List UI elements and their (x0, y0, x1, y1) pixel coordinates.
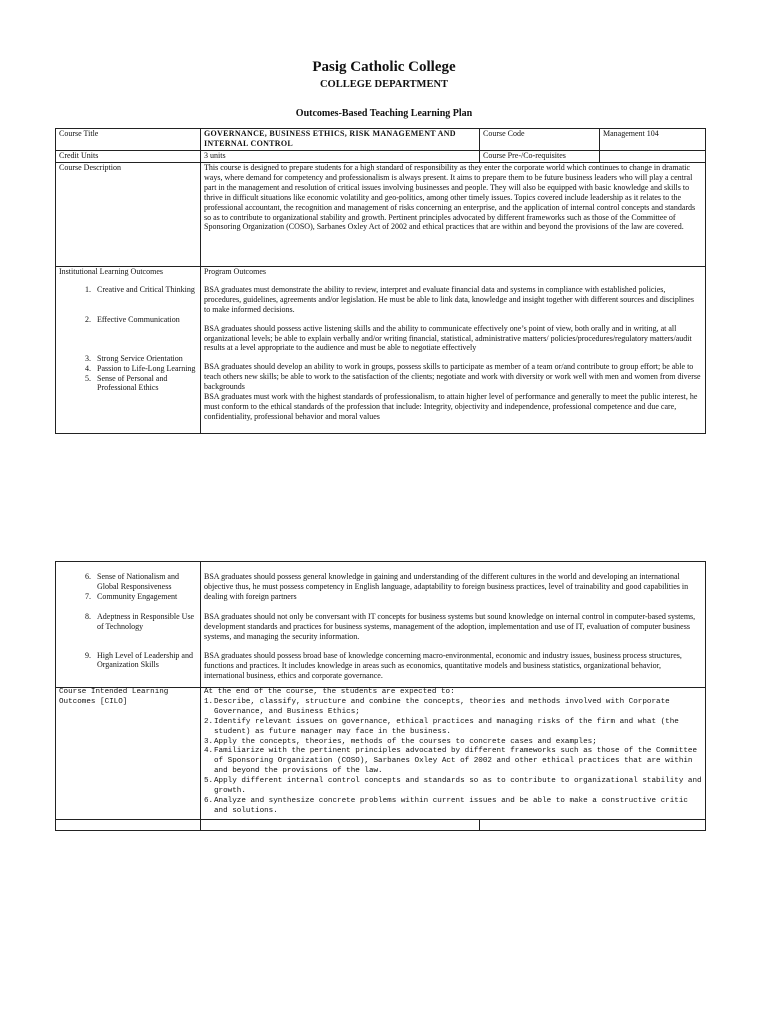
ilo-item: 3. Strong Service Orientation (85, 353, 183, 363)
course-code-label: Course Code (480, 129, 600, 151)
ilo-item: 6. Sense of Nationalism and Global Responsiveness (85, 572, 179, 591)
cilo-item: 4. Familiarize with the pertinent principles advocated by different frameworks such as those of the Committee of Sponsoring Organization (COSO), Sarbanes Oxley Act of 2002 and other ethical practices that are within and beyond the provisions of the law. (204, 747, 698, 776)
course-description-label: Course Description (56, 163, 201, 267)
course-info-table (55, 128, 706, 434)
empty-cell (201, 820, 480, 831)
ilo-item: 5. Sense of Personal and Professional Ethics (85, 373, 168, 393)
table-row (56, 151, 706, 163)
course-code-value: Management 104 (600, 129, 706, 151)
ilo-item: 7. Community Engagement (85, 591, 178, 601)
program-outcome-text: BSA graduates should possess active listening skills and the ability to communicate effectively one’s point of view, both orally and in writing, at all organizational levels; be able to explain verbally and/or writing financial, statistical, administrative matters/ policies/procedures/regulatory matters/audit results at a level appropriate to the audience and must be able to negotiate effectively (204, 323, 692, 353)
empty-cell (56, 820, 201, 831)
school-name: Pasig Catholic College (312, 59, 456, 75)
course-title-label: Course Title (56, 129, 201, 151)
ilo-item: 2. Effective Communication (85, 314, 180, 324)
cilo-item: 1. Describe, classify, structure and combine the concepts, theories and methods involved with Corporate Governance, and Business Ethics; (204, 697, 670, 716)
ilo-column-continued (56, 562, 201, 688)
program-outcomes-header: Program Outcomes (204, 267, 266, 276)
credit-units-value: 3 units (201, 151, 480, 163)
program-outcome-text: BSA graduates should possess general knowledge in gaining and understanding of the different cultures in the world and developing an international objective thus, he must possess competency in English language, adaptability to foreign business practices, level of trainability and good capabilities in dealing with foreign partners (204, 572, 689, 601)
credit-units-label: Credit Units (56, 151, 201, 163)
course-title-value: GOVERNANCE, BUSINESS ETHICS, RISK MANAGEMENT AND INTERNAL CONTROL (201, 129, 480, 151)
program-outcome-text: BSA graduates should possess broad base of knowledge concerning macro-environmental, economic and industry issues, business process structures, functions and practices. It includes knowledge in areas such as economics, quantitative models and business statistics, organizational behavior, international business, ethics and corporate governance. (204, 651, 682, 681)
program-outcome-text: BSA graduates should develop an ability to work in groups, possess skills to participate as member of a team or/and contribute to group effort; be able to teach others new skills; be able to work to the satisfaction of the clients; negotiate and work with diversity or work well with men and women from diverse backgrounds (204, 362, 701, 392)
ilo-column (56, 267, 201, 434)
ilo-item: 4. Passion to Life-Long Learning (85, 363, 196, 373)
ilo-item: 1. Creative and Critical Thinking (85, 284, 195, 294)
plan-title: Outcomes-Based Teaching Learning Plan (295, 108, 473, 119)
department-name: COLLEGE DEPARTMENT (319, 79, 449, 90)
table-row (56, 562, 706, 688)
program-outcomes-column-continued (201, 562, 706, 688)
ilo-item: 9. High Level of Leadership and Organization Skills (85, 650, 193, 670)
cilo-label: Course Intended Learning Outcomes [CILO] (56, 688, 201, 820)
table-row (56, 688, 706, 820)
cilo-item: 5. Apply different internal control concepts and standards so as to contribute to organizational stability and growth. (204, 777, 702, 796)
prerequisites-label: Course Pre-/Co-requisites (480, 151, 600, 163)
cilo-list (201, 688, 706, 820)
course-description-text: This course is designed to prepare students for a high standard of responsibility as they enter the corporate world which continues to change in dramatic ways, where demand for competency and professionalism is always present. It aims to prepare them to be future business leaders who will play a central part in the management and resolution of critical issues involving businesses and people. They will also be equipped with basic knowledge and skills to thrive in difficult situations like economic volatility and geo-politics, among other timely issues. Topics covered include leadership as it relates to the professional accountant, the recognition and management of risks concerning an enterprise, and the application of internal control concepts and standards so as to contribute to organizational stability and growth. Pertinent principles advocated by different frameworks such as those of the Committee of Sponsoring Organization (COSO), Sarbanes Oxley Act of 2002 and ethical practices that are within and beyond the provisions of the law are covered. (201, 163, 706, 267)
program-outcome-text: BSA graduates should not only be conversant with IT concepts for business systems but sound knowledge on internal control in computer-based systems, development standards and practices for business systems, management of the adoption, implementation and use of IT, evaluation of computer business systems, and managing the security information. (204, 611, 696, 641)
cilo-item: 3. Apply the concepts, theories, methods of the courses to concrete cases and examples; (204, 737, 597, 746)
outcomes-continued-table (55, 561, 706, 831)
table-row (56, 267, 706, 434)
ilo-item: 8. Adeptness in Responsible Use of Technology (85, 611, 195, 631)
prerequisites-value (600, 151, 706, 163)
program-outcome-text: BSA graduates must demonstrate the ability to review, interpret and evaluate financial data and systems in compliance with established policies, procedures, guidelines, agreements and/or legislation. He must be able to link data, knowledge and insight together with different sources and disciplines to make informed decisions. (204, 284, 694, 314)
cilo-item: 2. Identify relevant issues on governance, ethical practices and managing risks of the firm and what (the student) as future manager may face in the business. (204, 717, 679, 736)
table-row (56, 129, 706, 151)
cilo-intro: At the end of the course, the students are expected to: (204, 688, 455, 696)
table-row (56, 820, 706, 831)
ilo-header: Institutional Learning Outcomes (59, 267, 163, 276)
program-outcome-text: BSA graduates must work with the highest standards of professionalism, to attain higher level of performance and generally to meet the public interest, he must conform to the ethical standards of the profession that include: Integrity, objectivity and independence, professional competence and due care, confidentiality, professional behavior and moral values (204, 392, 698, 421)
program-outcomes-column (201, 267, 706, 434)
empty-cell (480, 820, 706, 831)
cilo-item: 6. Analyze and synthesize concrete problems within current issues and be able to make a constructive critic and solutions. (204, 796, 688, 815)
table-row (56, 163, 706, 267)
